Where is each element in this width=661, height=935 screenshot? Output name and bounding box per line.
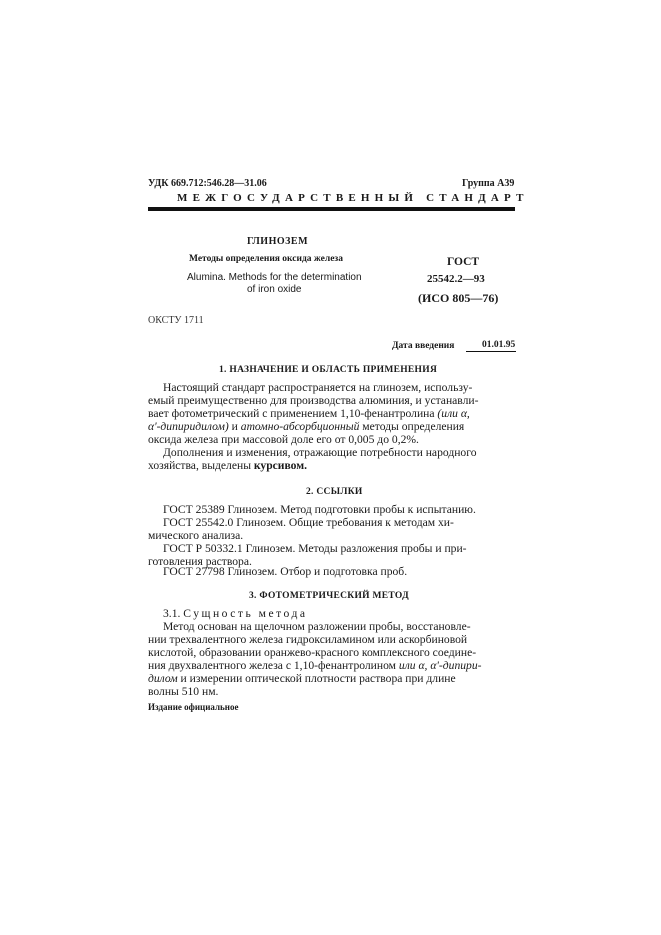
italic-run: дилом — [148, 672, 178, 685]
reference-line: ГОСТ 25542.0 Глинозем. Общие требования к методам хи- — [163, 516, 454, 529]
document-title: ГЛИНОЗЕМ — [247, 236, 309, 247]
reference-line: ГОСТ 25389 Глинозем. Метод подготовки пробы к испытанию. — [163, 503, 476, 516]
section-1-line: Настоящий стандарт распространяется на глинозем, использу- — [163, 381, 473, 394]
intro-date-label: Дата введения — [392, 341, 455, 351]
section-3-line: нии трехвалентного железа гидроксиламином или аскорбиновой — [148, 633, 468, 646]
section-1-line: оксида железа при массовой доле его от 0,005 до 0,2%. — [148, 433, 419, 446]
text-run: и измерении оптической плотности раствора при длине — [177, 672, 456, 685]
section-1-line — [148, 407, 470, 420]
subsection-title — [163, 607, 308, 620]
italic-run: атомно-абсорбционный — [240, 420, 360, 433]
document-subtitle: Методы определения оксида железа — [189, 254, 344, 264]
italic-run: α'-дипиридилом) — [148, 420, 229, 433]
reference-line: готовления раствора. — [148, 555, 252, 568]
subsection-name: Сущность метода — [183, 607, 308, 620]
section-1-line: емый преимущественно для производства алюминия, и устанавли- — [148, 394, 479, 407]
emphasis-run: курсивом. — [253, 459, 308, 472]
section-3-line: волны 510 нм. — [148, 685, 219, 698]
okstu-code: ОКСТУ 1711 — [148, 315, 204, 326]
section-3-heading: 3. ФОТОМЕТРИЧЕСКИЙ МЕТОД — [249, 591, 409, 601]
reference-line: ГОСТ Р 50332.1 Глинозем. Методы разложения пробы и при- — [163, 542, 467, 555]
section-1-line — [148, 420, 464, 433]
section-1-heading: 1. НАЗНАЧЕНИЕ И ОБЛАСТЬ ПРИМЕНЕНИЯ — [219, 365, 438, 375]
section-1-line — [148, 459, 307, 472]
section-1-line: Дополнения и изменения, отражающие потребности народного — [163, 446, 477, 459]
udk-code: УДК 669.712:546.28—31.06 — [148, 178, 267, 189]
section-3-line: кислотой, образовании оранжево-красного комплексного соедине- — [148, 646, 477, 659]
text-run: методы определения — [359, 420, 465, 433]
text-run: вает фотометрический с применением 1,10-фенантролина — [148, 407, 438, 420]
section-2-heading: 2. ССЫЛКИ — [306, 487, 363, 497]
gost-number: 25542.2—93 — [427, 273, 485, 285]
gost-label: ГОСТ — [447, 256, 480, 268]
standard-banner: МЕЖГОСУДАРСТВЕННЫЙ СТАНДАРТ — [177, 192, 529, 204]
section-3-line — [148, 659, 482, 672]
edition-note: Издание официальное — [148, 702, 239, 712]
reference-line: ГОСТ 27798 Глинозем. Отбор и подготовка проб. — [163, 565, 408, 578]
intro-date-value: 01.01.95 — [482, 340, 516, 350]
reference-line: мического анализа. — [148, 529, 244, 542]
intro-date-underline — [466, 351, 516, 352]
italic-run: (или α, — [437, 407, 470, 420]
english-title-line1: Alumina. Methods for the determination — [187, 272, 362, 283]
iso-reference: (ИСО 805—76) — [418, 291, 499, 305]
text-run: хозяйства, выделены — [148, 459, 254, 472]
text-run: ния двухвалентного железа с 1,10-фенантролином — [148, 659, 399, 672]
section-3-line — [148, 672, 456, 685]
text-run: и — [228, 420, 241, 433]
header-rule — [148, 207, 515, 211]
english-title-line2: of iron oxide — [247, 284, 302, 295]
italic-run: или α, α'-дипири- — [398, 659, 482, 672]
subsection-number: 3.1. — [163, 607, 181, 620]
group-code: Группа А39 — [462, 178, 515, 189]
section-3-line: Метод основан на щелочном разложении пробы, восстановле- — [163, 620, 471, 633]
